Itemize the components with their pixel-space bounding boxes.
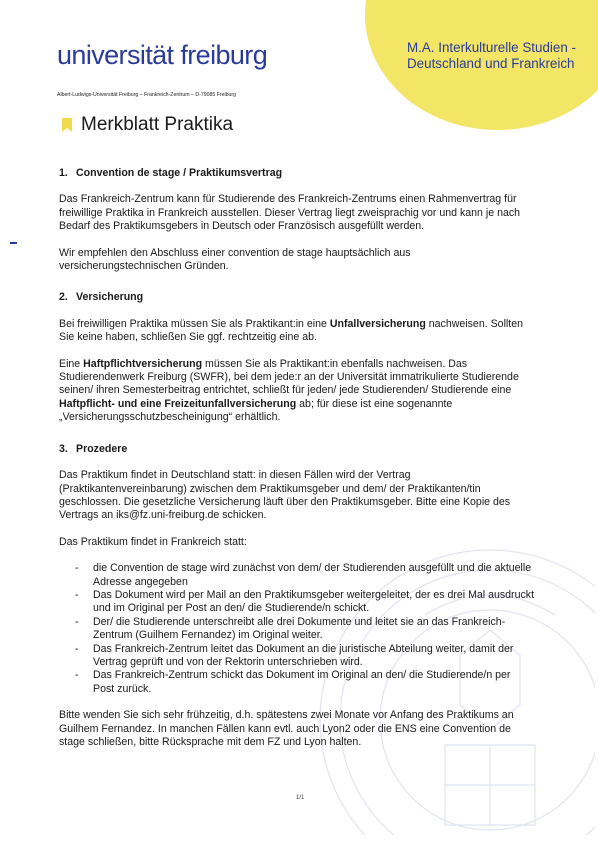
- paragraph: Eine Haftpflichtversicherung müssen Sie als Praktikant:in ebenfalls nachweisen. Das Studierendenwerk Freiburg (SWFR), bei dem jede:r an der Universität immatrikulierte Studierende seinen/ ihren Semesterbeitrag entrichtet, schließt für jeden/ jede Studierenden/ Studierende eine Haftpflicht- und eine Freizeitunfallversicherung ab; für diese ist eine sogenannte „Versicherungsschutzbescheinigung“ erhältlich.: [59, 357, 519, 424]
- fold-mark: [10, 242, 17, 244]
- procedure-list: [59, 562, 534, 696]
- section-heading: 2. Versicherung: [59, 291, 144, 304]
- section-procedure: [59, 443, 534, 750]
- section-insurance: [59, 291, 534, 424]
- paragraph: Bei freiwilligen Praktika müssen Sie als Praktikant:in eine Unfallversicherung nachweisen. Sollten Sie keine haben, schließen Sie ggf. rechtzeitig eine ab.: [59, 317, 523, 344]
- paragraph: Wir empfehlen den Abschluss einer convention de stage hauptsächlich aus versicherungstechnischen Gründen.: [59, 246, 411, 273]
- document-body: [59, 167, 534, 762]
- section-heading: 1. Convention de stage / Praktikumsvertrag: [59, 167, 283, 179]
- list-item: - Der/ die Studierende unterschreibt alle drei Dokumente und leitet sie an das Frankreich-Zentrum (Guilhem Fernandez) im Original weiter.: [75, 615, 506, 642]
- list-item: - Das Dokument wird per Mail an den Praktikumsgeber weitergeleitet, der es drei Mal ausdruckt und im Original per Post an den/ die Studierende/n schickt.: [75, 588, 535, 615]
- page-number: 1/1: [296, 795, 305, 801]
- sender-address: Albert-Ludwigs-Universität Freiburg – Frankreich-Zentrum – D-79085 Freiburg: [57, 92, 237, 98]
- paragraph: Bitte wenden Sie sich sehr frühzeitig, d.h. spätestens zwei Monate vor Anfang des Praktikums an Guilhem Fernandez. In manchen Fällen kann evtl. auch Lyon2 oder die ENS eine Convention de stage schließen, bitte Rücksprache mit dem FZ und Lyon halten.: [59, 709, 514, 748]
- document-title-text: Merkblatt Praktika: [81, 114, 234, 135]
- paragraph: Das Praktikum findet in Frankreich statt:: [59, 535, 247, 548]
- list-item: - die Convention de stage wird zunächst von dem/ der Studierenden ausgefüllt und die aktuelle Adresse angegeben: [75, 562, 532, 588]
- section-heading: 3. Prozedere: [59, 442, 128, 455]
- document-title: [62, 114, 233, 136]
- bookmark-icon: [62, 118, 72, 132]
- program-title: M.A. Interkulturelle Studien - Deutschland und Frankreich: [407, 40, 576, 71]
- paragraph: Das Frankreich-Zentrum kann für Studierende des Frankreich-Zentrums einen Rahmenvertrag für freiwillige Praktika in Frankreich ausstellen. Dieser Vertrag liegt zweisprachig vor und kann je nach Bedarf des Praktikumsgebers in Deutsch oder Französisch ausgefüllt werden.: [59, 193, 521, 233]
- university-logo: universität freiburg: [57, 40, 268, 70]
- list-item: - Das Frankreich-Zentrum leitet das Dokument an die juristische Abteilung weiter, damit der Vertrag geprüft und von der Rektorin unterschrieben wird.: [75, 642, 514, 668]
- section-convention: [59, 167, 534, 273]
- list-item: - Das Frankreich-Zentrum schickt das Dokument im Original an den/ die Studierende/n per Post zurück.: [75, 669, 511, 695]
- paragraph: Das Praktikum findet in Deutschland statt: in diesen Fällen wird der Vertrag (Praktikantenvereinbarung) zwischen dem Praktikumsgeber und dem/ der Praktikanten/tin geschlossen. Die gesetzliche Versicherung läuft über den Praktikumsgeber. Bitte eine Kopie des Vertrags an iks@fz.uni-freiburg.de schicken.: [59, 469, 511, 522]
